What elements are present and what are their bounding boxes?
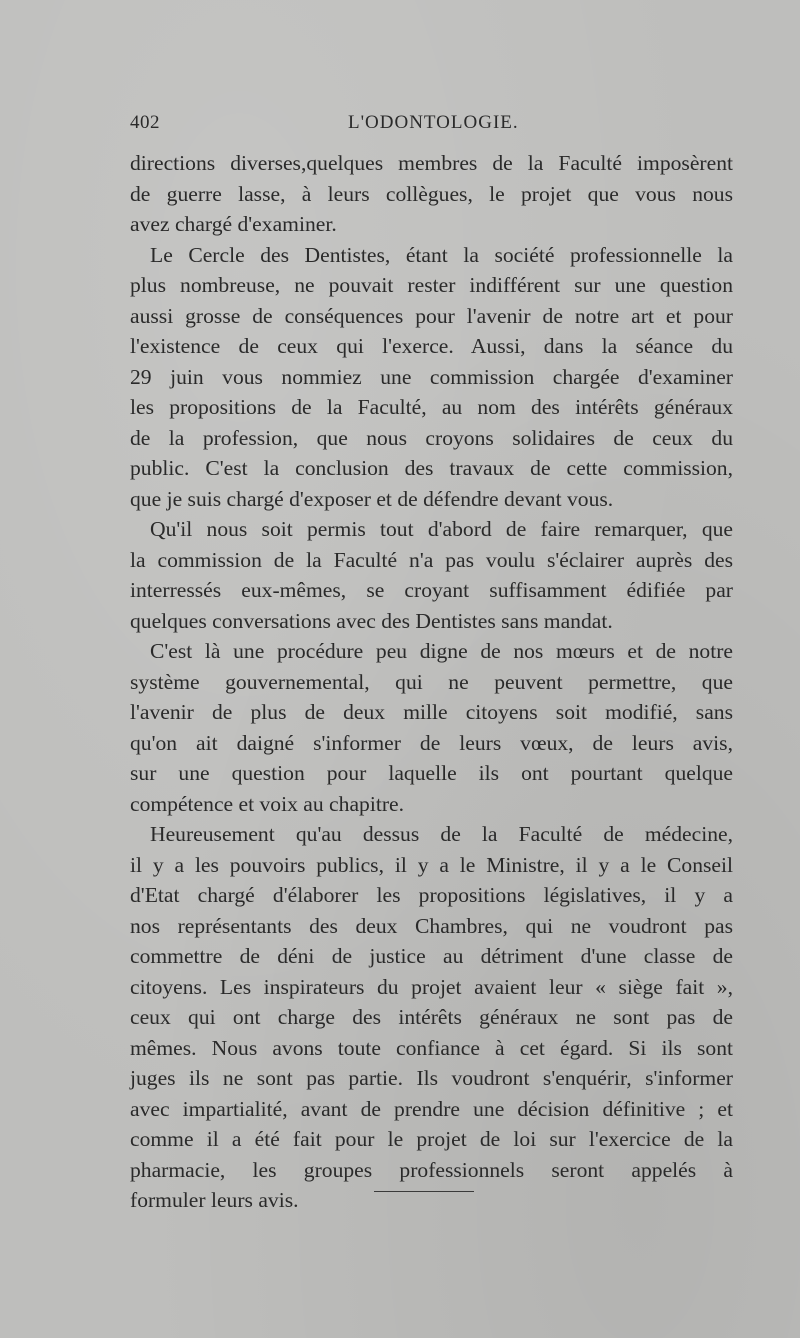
text-line: mêmes. Nous avons toute confiance à cet égard. Si ils sont	[130, 1035, 733, 1060]
text-line: compétence et voix au chapitre.	[130, 791, 404, 816]
text-line: 29 juin vous nommiez une commission chargée d'examiner	[130, 364, 733, 389]
text-line: formuler leurs avis.	[130, 1188, 299, 1212]
text-line: qu'on ait daigné s'informer de leurs vœux, de leurs avis,	[130, 730, 733, 755]
text-line: de la profession, que nous croyons solidaires de ceux du	[130, 425, 733, 450]
text-line: système gouvernemental, qui ne peuvent permettre, que	[130, 669, 733, 694]
text-line: avec impartialité, avant de prendre une décision définitive ; et	[130, 1096, 733, 1121]
text-line: il y a les pouvoirs publics, il y a le Ministre, il y a le Conseil	[130, 852, 733, 877]
text-line: Qu'il nous soit permis tout d'abord de faire remarquer, que	[150, 517, 733, 541]
text-line: pharmacie, les groupes professionnels seront appelés à	[130, 1157, 733, 1182]
text-line: directions diverses,quelques membres de la Faculté imposèrent	[130, 151, 733, 175]
text-line: l'avenir de plus de deux mille citoyens soit modifié, sans	[130, 700, 733, 724]
text-line: aussi grosse de conséquences pour l'avenir de notre art et pour	[130, 303, 733, 328]
text-line: avez chargé d'examiner.	[130, 212, 337, 236]
text-line: l'existence de ceux qui l'exerce. Aussi, dans la séance du	[130, 334, 733, 358]
text-line: nos représentants des deux Chambres, qui ne voudront pas	[130, 913, 733, 938]
text-line: citoyens. Les inspirateurs du projet avaient leur « siège fait »,	[130, 974, 733, 999]
page-number: 402	[130, 112, 160, 133]
text-line: interressés eux-mêmes, se croyant suffisamment édifiée par	[130, 578, 733, 602]
text-line: quelques conversations avec des Dentistes sans mandat.	[130, 608, 613, 633]
running-title: L'ODONTOLOGIE.	[348, 112, 519, 133]
text-line: de guerre lasse, à leurs collègues, le projet que vous nous	[130, 181, 733, 206]
text-line: Heureusement qu'au dessus de la Faculté de médecine,	[150, 822, 733, 846]
text-line: sur une question pour laquelle ils ont pourtant quelque	[130, 761, 733, 785]
text-line: ceux qui ont charge des intérêts généraux ne sont pas de	[130, 1005, 733, 1029]
text-line: juges ils ne sont pas partie. Ils voudront s'enquérir, s'informer	[130, 1066, 733, 1090]
text-line: C'est là une procédure peu digne de nos mœurs et de notre	[150, 639, 733, 663]
text-line: d'Etat chargé d'élaborer les propositions législatives, il y a	[130, 883, 733, 907]
text-line: les propositions de la Faculté, au nom des intérêts généraux	[130, 395, 733, 419]
text-line: la commission de la Faculté n'a pas voulu s'éclairer auprès des	[130, 547, 733, 572]
text-line: public. C'est la conclusion des travaux de cette commission,	[130, 456, 733, 480]
body-text	[130, 148, 733, 1216]
page-header	[130, 112, 733, 140]
text-line: Le Cercle des Dentistes, étant la société professionnelle la	[150, 242, 733, 267]
text-line: commettre de déni de justice au détriment d'une classe de	[130, 944, 733, 968]
end-rule	[374, 1191, 474, 1192]
text-line: que je suis chargé d'exposer et de défendre devant vous.	[130, 486, 614, 511]
text-line: plus nombreuse, ne pouvait rester indifférent sur une question	[130, 273, 733, 297]
text-line: comme il a été fait pour le projet de loi sur l'exercice de la	[130, 1127, 733, 1151]
